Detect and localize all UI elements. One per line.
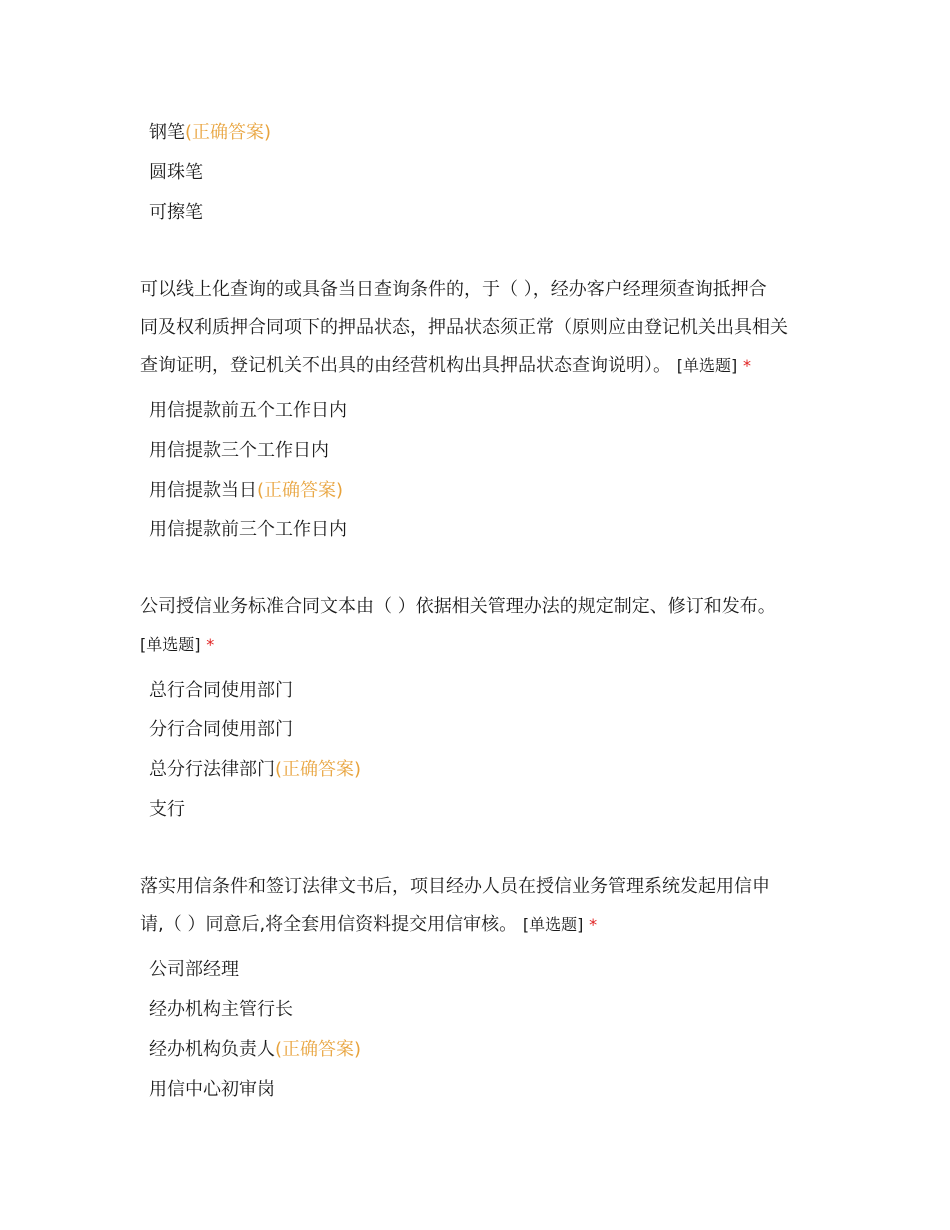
- required-mark: *: [589, 915, 598, 934]
- q3-option-4: [149, 1078, 275, 1102]
- q3-text-line-1: 落实用信条件和签订法律文书后，项目经办人员在授信业务管理系统发起用信申: [140, 876, 770, 897]
- q1-option-4: [149, 518, 347, 542]
- q1-option-4-text: 用信提款前三个工作日内: [149, 519, 347, 540]
- q3-text-line-2-content: 请,（ ）同意后,将全套用信资料提交用信审核。: [140, 914, 518, 935]
- q0-option-2: [149, 161, 203, 185]
- q3-option-2-text: 经办机构主管行长: [149, 999, 293, 1020]
- q1-option-2-text: 用信提款三个工作日内: [149, 440, 329, 461]
- q1-option-3-text: 用信提款当日: [149, 480, 257, 501]
- q1-option-2: [149, 439, 329, 463]
- q2-option-2: [149, 718, 293, 742]
- required-mark: *: [206, 635, 215, 654]
- q1-option-1-text: 用信提款前五个工作日内: [149, 400, 347, 421]
- q1-text-line-3-content: 查询证明，登记机关不出具的由经营机构出具押品状态查询说明）。: [140, 355, 671, 376]
- q0-option-1: [149, 121, 271, 145]
- q2-option-4: [149, 798, 185, 822]
- q3-option-3-text: 经办机构负责人: [149, 1039, 275, 1060]
- correct-answer-label: (正确答案): [275, 1039, 362, 1060]
- q1-option-1: [149, 399, 347, 423]
- q1-text-line-3: [140, 353, 751, 379]
- q1-option-3: [149, 479, 343, 503]
- q3-option-4-text: 用信中心初审岗: [149, 1079, 275, 1100]
- q2-option-2-text: 分行合同使用部门: [149, 719, 293, 740]
- q2-option-3-text: 总分行法律部门: [149, 759, 275, 780]
- question-type-label: [单选题]: [140, 635, 201, 654]
- q1-text-line-1: 可以线上化查询的或具备当日查询条件的，于（ ），经办客户经理须查询抵押合: [140, 279, 767, 300]
- q2-option-4-text: 支行: [149, 799, 185, 820]
- q0-option-2-text: 圆珠笔: [149, 162, 203, 183]
- q1-text-line-2: 同及权利质押合同项下的押品状态，押品状态须正常（原则应由登记机关出具相关: [140, 317, 788, 338]
- q2-text-line-1: 公司授信业务标准合同文本由（ ）依据相关管理办法的规定制定、修订和发布。: [140, 596, 776, 617]
- q0-option-3: [149, 201, 203, 225]
- q0-option-3-text: 可擦笔: [149, 202, 203, 223]
- q3-option-2: [149, 998, 293, 1022]
- q0-option-1-text: 钢笔: [149, 122, 185, 143]
- q3-option-3: [149, 1038, 361, 1062]
- q2-option-1: [149, 679, 293, 703]
- q3-option-1-text: 公司部经理: [149, 959, 239, 980]
- q3-text-line-2: [140, 912, 597, 938]
- correct-answer-label: (正确答案): [257, 480, 344, 501]
- question-type-label: [单选题]: [676, 356, 738, 375]
- q3-option-1: [149, 958, 239, 982]
- q2-option-1-text: 总行合同使用部门: [149, 680, 293, 701]
- q2-text-line-2: [140, 632, 214, 658]
- correct-answer-label: (正确答案): [275, 759, 362, 780]
- question-type-label: [单选题]: [522, 915, 584, 934]
- q2-option-3: [149, 758, 361, 782]
- correct-answer-label: (正确答案): [185, 122, 272, 143]
- required-mark: *: [742, 356, 751, 375]
